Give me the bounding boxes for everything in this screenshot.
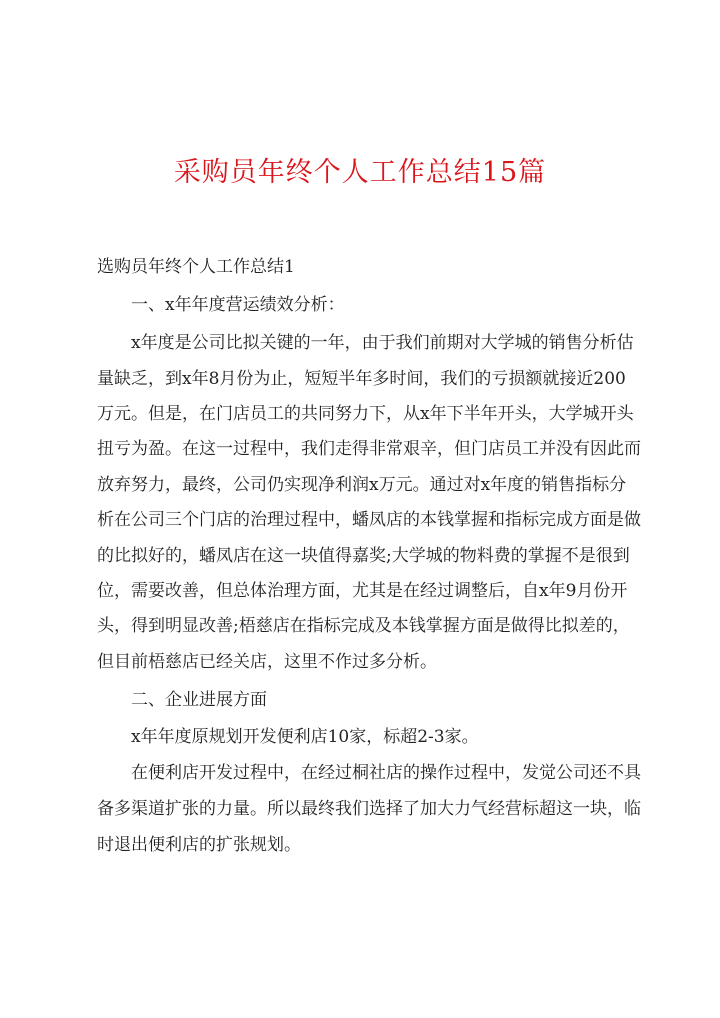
subheading: 二、企业进展方面 [131, 690, 267, 710]
paragraph-line: x年年度原规划开发便利店10家，标超2-3家。 [131, 727, 479, 747]
section-heading: 选购员年终个人工作总结1 [97, 257, 295, 277]
paragraph-line: 位，需要改善，但总体治理方面，尤其是在经过调整后，自x年9月份开 [97, 581, 628, 601]
paragraph-line: 头，得到明显改善;梧慈店在指标完成及本钱掌握方面是做得比拟差的， [97, 616, 630, 636]
paragraph-line: 扭亏为盈。在这一过程中，我们走得非常艰辛，但门店员工并没有因此而 [97, 439, 641, 459]
paragraph-line: 万元。但是，在门店员工的共同努力下，从x年下半年开头，大学城开头 [97, 404, 634, 424]
document-title: 采购员年终个人工作总结15篇 [173, 157, 547, 188]
paragraph-line: 时退出便利店的扩张规划。 [97, 835, 301, 855]
paragraph-line: 放弃努力，最终，公司仍实现净利润x万元。通过对x年度的销售指标分 [97, 475, 627, 495]
subheading: 一、x年年度营运绩效分析： [131, 295, 345, 315]
paragraph-line: 在便利店开发过程中，在经过桐社店的操作过程中，发觉公司还不具 [131, 763, 641, 783]
paragraph-line: 量缺乏，到x年8月份为止，短短半年多时间，我们的亏损额就接近200 [97, 369, 626, 389]
paragraph-line: 的比拟好的，蟠凤店在这一块值得嘉奖;大学城的物料费的掌握不是很到 [97, 546, 630, 566]
paragraph-line: 析在公司三个门店的治理过程中，蟠凤店的本钱掌握和指标完成方面是做 [97, 510, 641, 530]
paragraph-line: x年度是公司比拟关键的一年，由于我们前期对大学城的销售分析估 [131, 333, 634, 353]
paragraph-line: 但目前梧慈店已经关店，这里不作过多分析。 [97, 652, 437, 672]
paragraph-line: 备多渠道扩张的力量。所以最终我们选择了加大力气经营标超这一块，临 [97, 799, 641, 819]
